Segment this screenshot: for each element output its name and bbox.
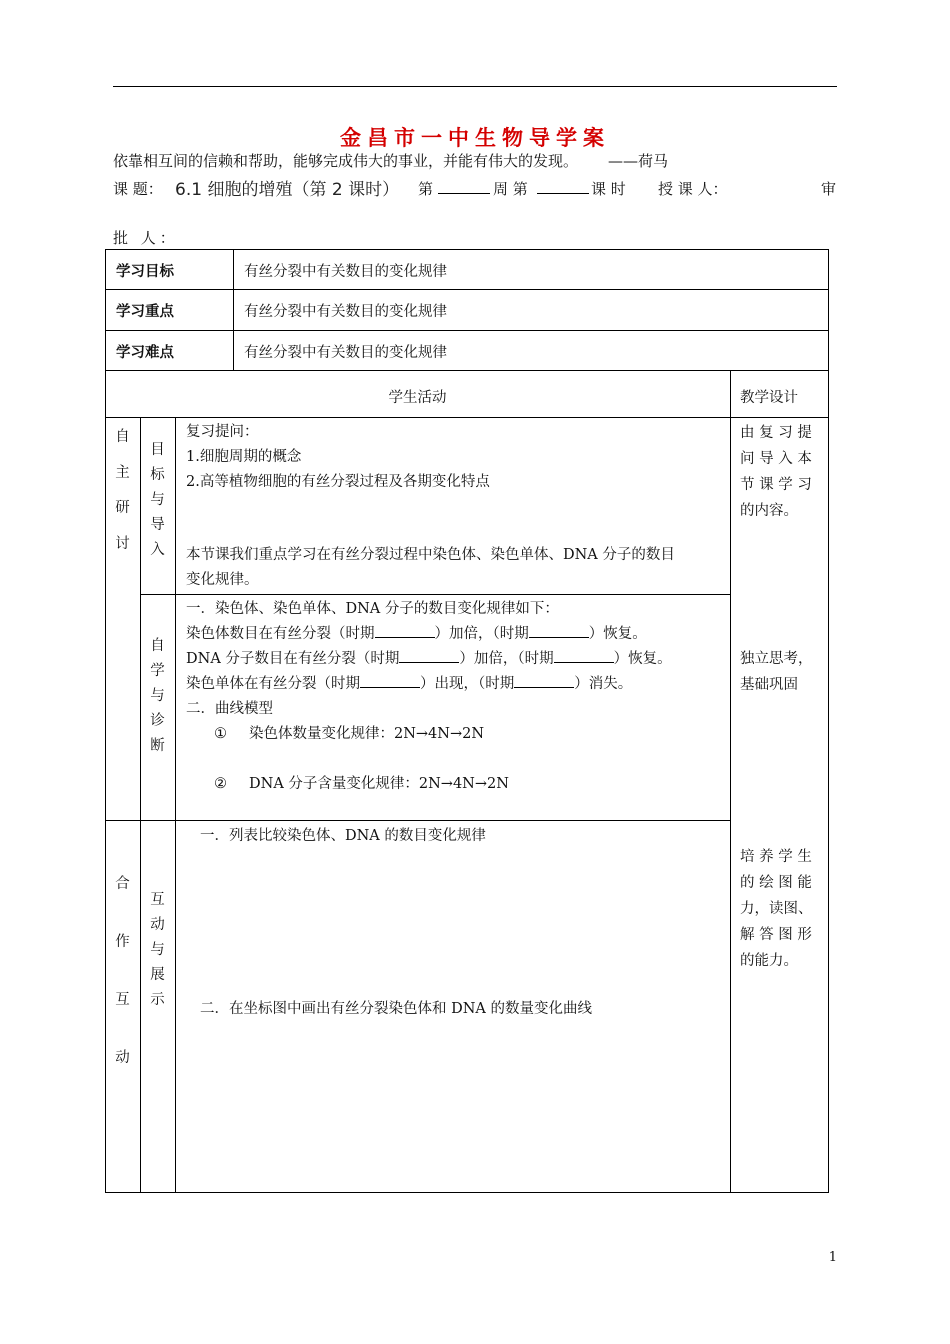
goals-row-divider <box>105 330 829 331</box>
approver-label: 批 人： <box>113 229 179 247</box>
rule-row: 染色体数目在有丝分裂（时期 ）加倍，（时期 ）恢复。 <box>186 622 672 647</box>
part2-heading1: 一．染色体、染色单体、DNA 分子的数目变化规律如下： <box>186 601 559 617</box>
task-compare-table: 一．列表比较染色体、DNA 的数目变化规律 <box>200 828 486 844</box>
part2-heading2: 二．曲线模型 <box>186 701 273 717</box>
week-unit: 周 第 <box>493 180 528 198</box>
answer-blank[interactable] <box>399 648 459 663</box>
goals-row-divider <box>105 289 829 290</box>
section2-label: 合 作 互 动 <box>115 876 130 1066</box>
goals-table <box>105 249 829 371</box>
key-text: 有丝分裂中有关数目的变化规律 <box>244 304 447 320</box>
answer-blank[interactable] <box>529 623 589 638</box>
difficulty-label: 学习难点 <box>116 345 174 361</box>
motto-text: 依靠相互间的信赖和帮助，能够完成伟大的事业，并能有伟大的发现。 <box>113 152 579 170</box>
period-unit: 课 时 <box>591 180 626 198</box>
answer-blank[interactable] <box>360 673 420 688</box>
section-row-divider <box>105 820 730 821</box>
week-blank[interactable] <box>438 178 490 194</box>
part1-intro: 本节课我们重点学习在有丝分裂过程中染色体、染色单体、DNA 分子的数目 变化规律。 <box>186 547 675 588</box>
key-label: 学习重点 <box>116 304 174 320</box>
period-blank[interactable] <box>537 178 589 194</box>
part1-label: 目 标 与 导 入 <box>150 442 165 558</box>
section1-label: 自 主 研 讨 <box>115 429 130 552</box>
task-draw-curve: 二．在坐标图中画出有丝分裂染色体和 DNA 的数量变化曲线 <box>200 1001 593 1017</box>
design-col-divider <box>730 371 731 1193</box>
part2-content <box>186 597 672 797</box>
interaction-part-label: 互 动 与 展 示 <box>150 892 165 1008</box>
reviewer-label: 审 <box>821 180 837 198</box>
lesson-info-line <box>113 178 837 206</box>
answer-blank[interactable] <box>375 623 435 638</box>
page-number: 1 <box>828 1250 837 1265</box>
section2-design-note: 培 养 学 生 的 绘 图 能 力，读图、 解 答 图 形 的能力。 <box>740 849 813 969</box>
lesson-topic: 6.1 细胞的增殖（第 2 课时） <box>175 180 400 200</box>
goals-col-divider <box>233 249 234 371</box>
motto <box>113 150 668 171</box>
topic-label: 课 题： <box>113 180 163 198</box>
part-col-divider <box>175 417 176 1193</box>
objective-text: 有丝分裂中有关数目的变化规律 <box>244 264 447 280</box>
document-title: 金昌市一中生物导学案 <box>340 126 610 150</box>
col-student-header: 学生活动 <box>388 390 447 406</box>
part-row-divider <box>140 594 730 595</box>
part1-design-note: 由 复 习 提 问 导 入 本 节 课 学 习 的内容。 <box>740 425 812 519</box>
answer-blank[interactable] <box>514 673 574 688</box>
part2-design-note: 独立思考， 基础巩固 <box>740 651 813 693</box>
week-label: 第 <box>418 180 434 198</box>
difficulty-text: 有丝分裂中有关数目的变化规律 <box>244 345 447 361</box>
rule-row: 染色单体在有丝分裂（时期 ）出现，（时期 ）消失。 <box>186 672 672 697</box>
col-design-header: 教学设计 <box>740 390 798 406</box>
activity-header-divider <box>105 417 829 418</box>
header-rule <box>113 86 837 87</box>
teacher-label: 授 课 人： <box>658 180 728 198</box>
motto-author: ——荷马 <box>608 152 669 170</box>
objective-label: 学习目标 <box>116 264 174 280</box>
part1-review-questions: 复习提问： 1.细胞周期的概念 2.高等植物细胞的有丝分裂过程及各期变化特点 <box>186 424 490 490</box>
rule-row: DNA 分子数目在有丝分裂（时期 ）加倍，（时期 ）恢复。 <box>186 647 672 672</box>
curve-rule-1: ① 染色体数量变化规律：2N→4N→2N <box>214 726 485 742</box>
curve-rule-2: ② DNA 分子含量变化规律：2N→4N→2N <box>214 776 509 792</box>
answer-blank[interactable] <box>554 648 614 663</box>
part2-label: 自 学 与 诊 断 <box>150 638 165 754</box>
